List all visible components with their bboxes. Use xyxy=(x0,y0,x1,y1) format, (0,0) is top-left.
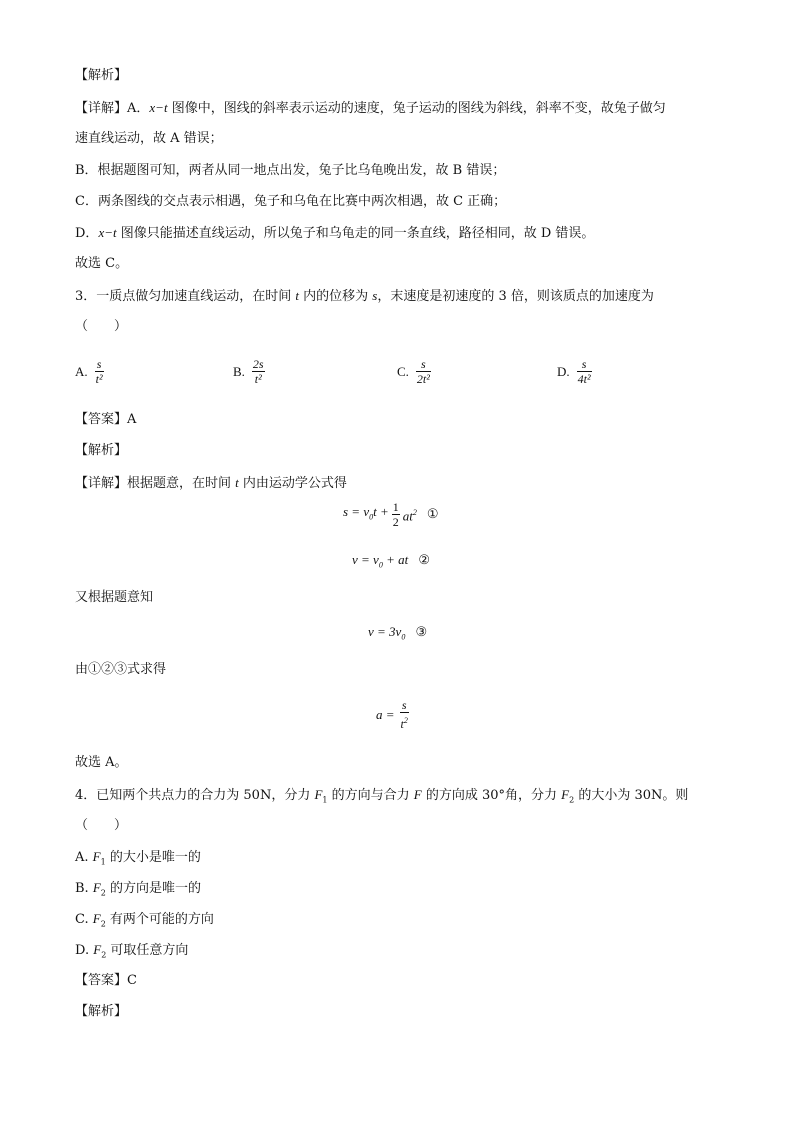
eq1-sub: 0 xyxy=(369,512,374,522)
q4-paren: （ ） xyxy=(75,818,128,833)
q4-stem-d: 的大小为 30N。则 xyxy=(574,788,689,803)
q4-stem-b: 的方向与合力 xyxy=(327,788,414,803)
equation-4 xyxy=(376,698,410,732)
q3-detail-a: 根据题意，在时间 xyxy=(127,476,236,491)
fraction-numerator: 2s xyxy=(252,357,264,371)
q3-detail-t: t xyxy=(235,475,239,490)
detail-c: C．两条图线的交点表示相遇，兔子和乌龟在比赛中两次相遇，故 C 正确； xyxy=(75,194,507,209)
q4-f1: F xyxy=(314,787,323,802)
q3-stem-a: 3．一质点做匀加速直线运动，在时间 xyxy=(75,289,296,304)
q3-option-c[interactable] xyxy=(397,357,432,387)
option-sub: 2 xyxy=(101,950,107,960)
option-label: D. xyxy=(557,364,570,379)
xt-symbol-d: x−t xyxy=(98,225,117,240)
fraction-denominator: 2 xyxy=(392,515,399,529)
detail-tag: 【详解】 xyxy=(75,476,128,491)
q3-detail xyxy=(75,473,347,494)
option-sub: 2 xyxy=(100,888,106,898)
eq3-sub: 0 xyxy=(401,632,406,642)
answer-value: A xyxy=(127,412,137,427)
equation-2 xyxy=(352,550,430,576)
eq2-sub: 0 xyxy=(378,560,383,570)
q4-f: F xyxy=(413,787,422,802)
fraction-denominator: 4t² xyxy=(577,372,591,386)
eq4-lhs: a = xyxy=(376,707,395,722)
eq4-den: t xyxy=(400,717,404,731)
eq1-lhs xyxy=(343,502,389,528)
q3-stem-c: ，末速度是初速度的 3 倍，则该质点的加速度为 xyxy=(377,289,654,304)
q3-var-t: t xyxy=(295,288,300,303)
answer-tag: 【答案】 xyxy=(75,973,128,988)
q4-stem xyxy=(75,785,688,811)
q3-answer xyxy=(75,410,136,430)
option-a-prefix: A． xyxy=(127,101,150,116)
analysis-tag: 【解析】 xyxy=(75,68,128,83)
answer-tag: 【答案】 xyxy=(75,412,128,427)
q3-stem xyxy=(75,286,654,307)
q3-stem-b: 内的位移为 xyxy=(299,289,373,304)
q3-option-d[interactable] xyxy=(557,357,593,387)
option-fraction xyxy=(415,357,432,387)
option-label: B. xyxy=(233,364,245,379)
eq1-mark: ① xyxy=(426,507,439,522)
option-sub: 2 xyxy=(100,919,106,929)
conclusion-1: 故选 C。 xyxy=(75,256,129,271)
detail-d xyxy=(75,223,594,244)
q3-option-a[interactable] xyxy=(75,357,105,387)
eq1-rhs-text: at xyxy=(402,508,413,524)
option-var: F xyxy=(92,911,101,926)
option-label: A. xyxy=(75,850,93,865)
fraction-numerator: 1 xyxy=(392,500,399,514)
detail-b: B．根据题图可知，两者从同一地点出发，兔子比乌龟晚出发，故 B 错误； xyxy=(75,163,506,178)
eq1-mid: t + xyxy=(373,504,389,520)
option-label: C. xyxy=(397,364,409,379)
option-var: F xyxy=(92,849,101,864)
option-sub: 1 xyxy=(100,857,106,867)
answer-value: C xyxy=(127,973,137,988)
detail-a-text: 图像中，图线的斜率表示运动的速度，兔子运动的图线为斜线，斜率不变，故兔子做匀 xyxy=(167,101,666,116)
q4-answer xyxy=(75,971,137,991)
q4-option-b[interactable] xyxy=(75,878,201,904)
q4-f1-sub: 1 xyxy=(322,795,328,805)
q4-f2: F xyxy=(561,787,570,802)
eq2-b: + at xyxy=(382,552,409,567)
fraction-numerator: s xyxy=(401,698,407,712)
option-text: 有两个可能的方向 xyxy=(105,912,214,927)
eq1-fraction xyxy=(391,500,401,530)
eq1-sup: 2 xyxy=(412,508,417,518)
q4-stem-a: 4．已知两个共点力的合力为 50N，分力 xyxy=(75,788,315,803)
q4-option-c[interactable] xyxy=(75,909,214,935)
q3-detail-b: 内由运动学公式得 xyxy=(238,476,347,491)
option-label: D. xyxy=(75,943,94,958)
option-d-prefix: D． xyxy=(75,226,99,241)
fraction-numerator: s xyxy=(421,357,426,371)
eq2-mark: ② xyxy=(418,553,430,568)
equation-1 xyxy=(343,500,439,530)
eq1-lhs-text: s = v xyxy=(343,504,370,520)
option-text: 的大小是唯一的 xyxy=(105,850,201,865)
eq4-sup: 2 xyxy=(403,716,408,725)
fraction-denominator: 2t² xyxy=(416,372,430,386)
fraction-denominator: t² xyxy=(95,372,103,386)
option-var: F xyxy=(93,942,102,957)
option-label: B. xyxy=(75,881,93,896)
eq1-rhs xyxy=(403,503,417,526)
option-var: F xyxy=(92,880,101,895)
option-label: C. xyxy=(75,912,93,927)
fraction-numerator: s xyxy=(581,357,587,371)
option-text: 的方向是唯一的 xyxy=(105,881,202,896)
option-fraction xyxy=(251,357,266,387)
detail-line-a xyxy=(75,98,666,119)
option-label: A. xyxy=(75,364,88,379)
q4-analysis-tag: 【解析】 xyxy=(75,1004,128,1019)
fraction-numerator: s xyxy=(96,357,102,371)
q3-var-s: s xyxy=(372,288,378,303)
option-fraction xyxy=(576,357,593,387)
equation-3 xyxy=(368,622,427,648)
q4-option-a[interactable] xyxy=(75,847,201,873)
q3-from-text: 由①②③式求得 xyxy=(75,662,167,677)
eq2-a: v = v xyxy=(352,552,379,567)
eq3-mark: ③ xyxy=(415,625,428,640)
q4-f2-sub: 2 xyxy=(569,795,575,805)
q4-option-d[interactable] xyxy=(75,940,188,966)
q3-analysis-tag: 【解析】 xyxy=(75,443,128,458)
q3-option-b[interactable] xyxy=(233,357,266,387)
eq4-fraction xyxy=(399,698,410,732)
q3-conclusion: 故选 A。 xyxy=(75,755,128,770)
xt-symbol: x−t xyxy=(149,100,168,115)
eq3-a: v = 3v xyxy=(368,624,402,639)
q3-also-text: 又根据题意知 xyxy=(75,590,154,605)
fraction-denominator xyxy=(399,713,410,732)
fraction-denominator: t² xyxy=(254,372,262,386)
detail-tag: 【详解】 xyxy=(75,101,128,116)
q3-paren: （ ） xyxy=(75,319,128,334)
detail-d-text: 图像只能描述直线运动，所以兔子和乌龟走的同一条直线，路径相同，故 D 错误。 xyxy=(116,226,595,241)
q4-stem-c: 的方向成 30°角，分力 xyxy=(421,788,562,803)
option-fraction xyxy=(94,357,105,387)
option-text: 可取任意方向 xyxy=(106,943,189,958)
detail-a-cont: 速直线运动，故 A 错误； xyxy=(75,131,223,146)
